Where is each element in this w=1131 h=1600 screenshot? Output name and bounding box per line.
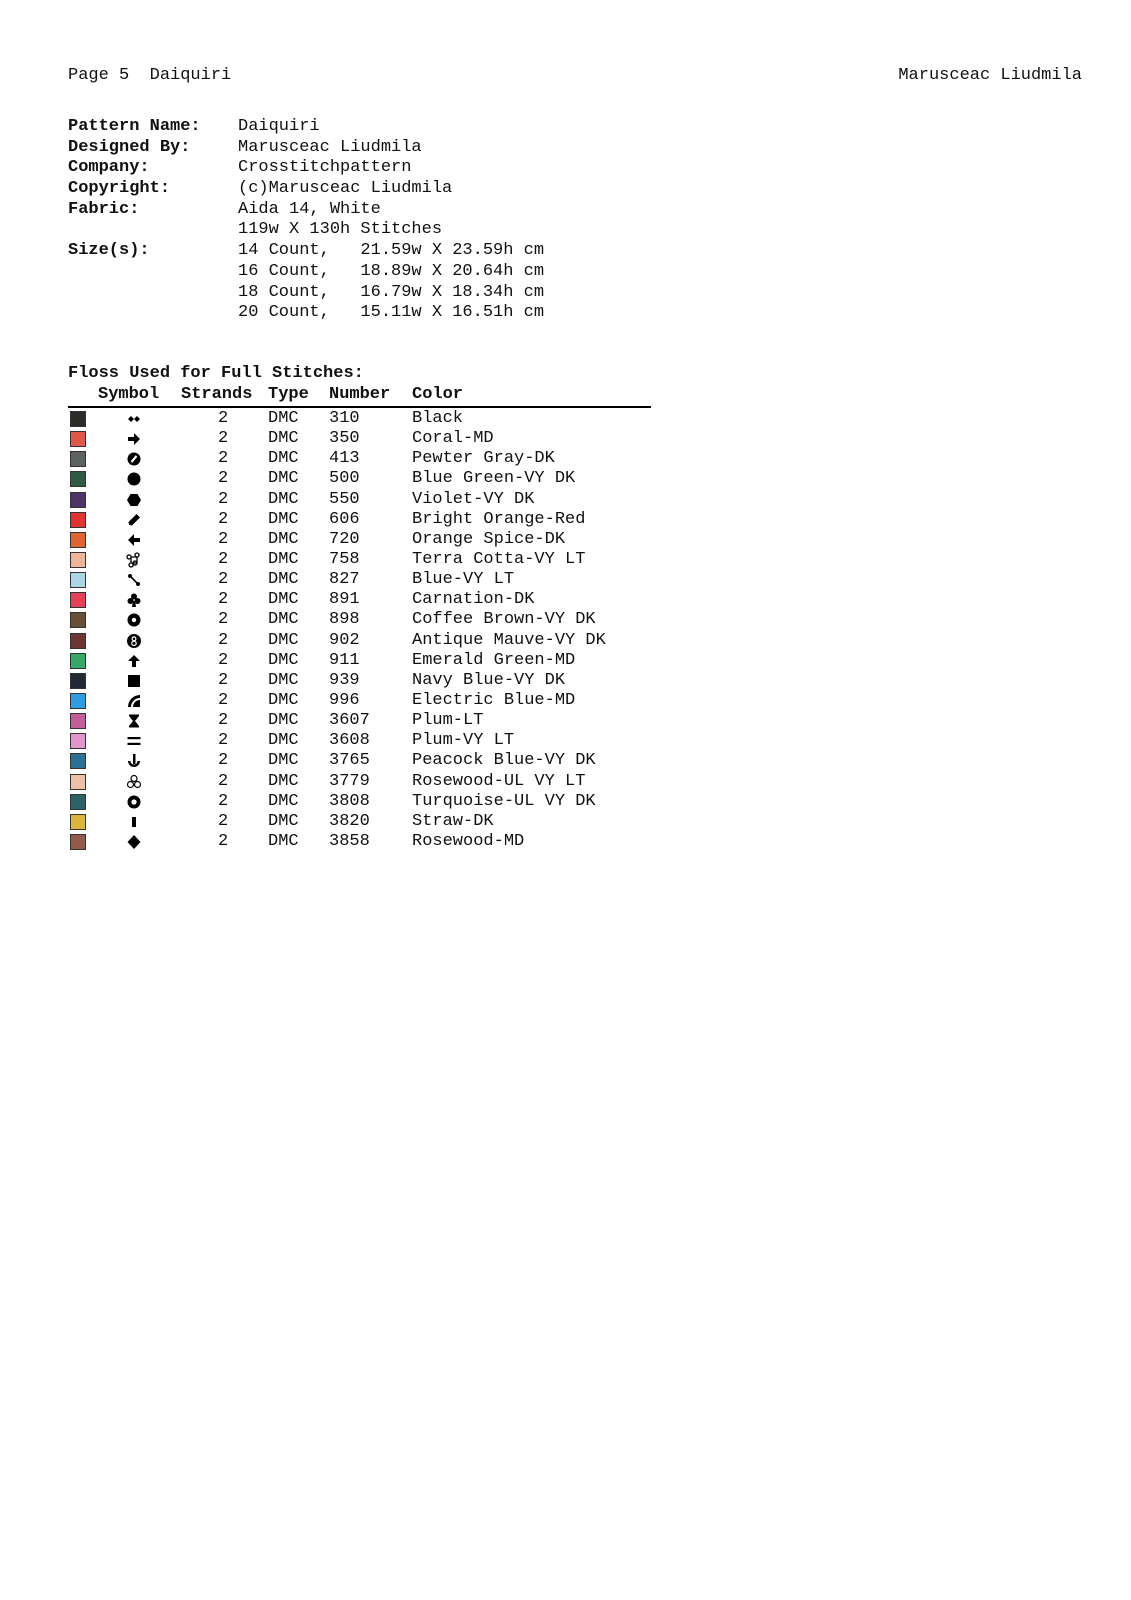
color-swatch bbox=[70, 572, 86, 588]
equals-icon bbox=[122, 731, 146, 751]
trefoil-icon bbox=[122, 772, 146, 792]
info-value: Crosstitchpattern bbox=[238, 158, 412, 178]
color-swatch bbox=[70, 451, 86, 467]
floss-color: Violet-VY DK bbox=[412, 489, 535, 509]
floss-row bbox=[68, 731, 651, 751]
info-row bbox=[68, 241, 544, 262]
filled-circle-icon bbox=[122, 469, 146, 489]
floss-type: DMC bbox=[268, 429, 299, 449]
info-value: Marusceac Liudmila bbox=[238, 137, 422, 157]
small-bar-icon bbox=[122, 812, 146, 832]
club-icon bbox=[122, 590, 146, 610]
color-swatch bbox=[70, 532, 86, 548]
filled-square-icon bbox=[122, 671, 146, 691]
floss-strands: 2 bbox=[218, 670, 229, 690]
floss-type: DMC bbox=[268, 711, 299, 731]
floss-strands: 2 bbox=[218, 650, 229, 670]
floss-row bbox=[68, 490, 651, 510]
info-row bbox=[68, 220, 544, 241]
info-label bbox=[68, 262, 238, 283]
info-row bbox=[68, 262, 544, 283]
floss-row bbox=[68, 550, 651, 570]
info-value: 119w X 130h Stitches bbox=[238, 220, 443, 240]
eight-ball-icon bbox=[122, 631, 146, 651]
info-value: 20 Count, 15.11w X 16.51h cm bbox=[238, 303, 545, 323]
floss-type: DMC bbox=[268, 570, 299, 590]
floss-color: Rosewood-UL VY LT bbox=[412, 771, 586, 791]
floss-color: Terra Cotta-VY LT bbox=[412, 549, 586, 569]
pattern-info bbox=[68, 117, 544, 324]
arrow-left-icon bbox=[122, 530, 146, 550]
floss-type: DMC bbox=[268, 409, 299, 428]
info-row bbox=[68, 200, 544, 221]
floss-table-body bbox=[68, 409, 651, 852]
floss-number: 500 bbox=[329, 469, 360, 489]
floss-row bbox=[68, 590, 651, 610]
color-swatch bbox=[70, 814, 86, 830]
color-swatch bbox=[70, 733, 86, 749]
floss-row bbox=[68, 570, 651, 590]
floss-strands: 2 bbox=[218, 610, 229, 630]
col-symbol: Symbol bbox=[98, 385, 160, 404]
page-header-left: Page 5 Daiquiri bbox=[68, 66, 232, 85]
floss-row bbox=[68, 792, 651, 812]
arrow-right-icon bbox=[122, 429, 146, 449]
color-swatch bbox=[70, 834, 86, 850]
floss-row bbox=[68, 449, 651, 469]
floss-color: Turquoise-UL VY DK bbox=[412, 791, 596, 811]
info-value: Daiquiri bbox=[238, 117, 320, 136]
floss-type: DMC bbox=[268, 751, 299, 771]
color-swatch bbox=[70, 512, 86, 528]
color-swatch bbox=[70, 411, 86, 427]
floss-number: 891 bbox=[329, 590, 360, 610]
floss-type: DMC bbox=[268, 449, 299, 469]
floss-row bbox=[68, 530, 651, 550]
floss-number: 3858 bbox=[329, 831, 370, 851]
floss-color: Black bbox=[412, 409, 464, 428]
info-row bbox=[68, 283, 544, 304]
floss-row bbox=[68, 469, 651, 489]
floss-row bbox=[68, 691, 651, 711]
floss-row bbox=[68, 751, 651, 771]
floss-row bbox=[68, 812, 651, 832]
floss-number: 827 bbox=[329, 570, 360, 590]
floss-number: 3820 bbox=[329, 811, 370, 831]
floss-strands: 2 bbox=[218, 791, 229, 811]
command-icon bbox=[122, 550, 146, 570]
floss-color: Orange Spice-DK bbox=[412, 529, 566, 549]
info-label: Company: bbox=[68, 158, 150, 178]
floss-type: DMC bbox=[268, 489, 299, 509]
floss-title: Floss Used for Full Stitches: bbox=[68, 364, 364, 383]
floss-row bbox=[68, 651, 651, 671]
floss-strands: 2 bbox=[218, 509, 229, 529]
floss-color: Blue-VY LT bbox=[412, 570, 515, 590]
floss-color: Carnation-DK bbox=[412, 590, 535, 610]
floss-number: 3607 bbox=[329, 711, 370, 731]
arrow-up-icon bbox=[122, 651, 146, 671]
floss-type: DMC bbox=[268, 469, 299, 489]
info-row bbox=[68, 158, 544, 179]
floss-color: Peacock Blue-VY DK bbox=[412, 751, 596, 771]
floss-number: 550 bbox=[329, 489, 360, 509]
floss-number: 350 bbox=[329, 429, 360, 449]
floss-row bbox=[68, 711, 651, 731]
floss-type: DMC bbox=[268, 690, 299, 710]
floss-number: 911 bbox=[329, 650, 360, 670]
col-type: Type bbox=[268, 385, 309, 404]
slashed-circle-icon bbox=[122, 449, 146, 469]
col-number: Number bbox=[329, 385, 391, 404]
floss-color: Coffee Brown-VY DK bbox=[412, 610, 596, 630]
floss-row bbox=[68, 772, 651, 792]
floss-color: Coral-MD bbox=[412, 429, 494, 449]
floss-type: DMC bbox=[268, 549, 299, 569]
floss-row bbox=[68, 409, 651, 429]
color-swatch bbox=[70, 431, 86, 447]
info-label: Designed By: bbox=[68, 137, 191, 157]
floss-type: DMC bbox=[268, 650, 299, 670]
floss-color: Blue Green-VY DK bbox=[412, 469, 576, 489]
floss-strands: 2 bbox=[218, 690, 229, 710]
color-swatch bbox=[70, 471, 86, 487]
floss-number: 606 bbox=[329, 509, 360, 529]
floss-strands: 2 bbox=[218, 429, 229, 449]
info-value: 16 Count, 18.89w X 20.64h cm bbox=[238, 261, 545, 281]
info-label: Pattern Name: bbox=[68, 117, 201, 136]
floss-row bbox=[68, 610, 651, 630]
floss-color: Bright Orange-Red bbox=[412, 509, 586, 529]
color-swatch bbox=[70, 552, 86, 568]
dots-icon bbox=[122, 409, 146, 429]
color-swatch bbox=[70, 592, 86, 608]
page-header-right: Marusceac Liudmila bbox=[898, 66, 1082, 85]
floss-strands: 2 bbox=[218, 409, 229, 428]
floss-type: DMC bbox=[268, 610, 299, 630]
floss-strands: 2 bbox=[218, 469, 229, 489]
info-value: Aida 14, White bbox=[238, 199, 381, 219]
floss-row bbox=[68, 671, 651, 691]
floss-color: Electric Blue-MD bbox=[412, 690, 576, 710]
quarter-arc-icon bbox=[122, 691, 146, 711]
floss-strands: 2 bbox=[218, 731, 229, 751]
floss-type: DMC bbox=[268, 509, 299, 529]
floss-type: DMC bbox=[268, 831, 299, 851]
floss-strands: 2 bbox=[218, 831, 229, 851]
floss-row bbox=[68, 429, 651, 449]
color-swatch bbox=[70, 612, 86, 628]
floss-row bbox=[68, 510, 651, 530]
diagonal-link-icon bbox=[122, 570, 146, 590]
floss-type: DMC bbox=[268, 771, 299, 791]
diamond-icon bbox=[122, 832, 146, 852]
info-label bbox=[68, 303, 238, 324]
floss-color: Navy Blue-VY DK bbox=[412, 670, 566, 690]
floss-color: Antique Mauve-VY DK bbox=[412, 630, 606, 650]
pencil-icon bbox=[122, 510, 146, 530]
info-row bbox=[68, 117, 544, 138]
floss-color: Straw-DK bbox=[412, 811, 494, 831]
floss-type: DMC bbox=[268, 811, 299, 831]
info-value: (c)Marusceac Liudmila bbox=[238, 179, 453, 199]
floss-row bbox=[68, 631, 651, 651]
floss-type: DMC bbox=[268, 791, 299, 811]
info-label: Size(s): bbox=[68, 241, 150, 261]
info-row bbox=[68, 138, 544, 159]
floss-number: 758 bbox=[329, 549, 360, 569]
floss-strands: 2 bbox=[218, 529, 229, 549]
floss-strands: 2 bbox=[218, 449, 229, 469]
floss-strands: 2 bbox=[218, 711, 229, 731]
color-swatch bbox=[70, 713, 86, 729]
flower-icon bbox=[122, 610, 146, 630]
floss-number: 3765 bbox=[329, 751, 370, 771]
col-strands: Strands bbox=[181, 385, 253, 404]
floss-strands: 2 bbox=[218, 811, 229, 831]
info-label bbox=[68, 283, 238, 304]
floss-strands: 2 bbox=[218, 771, 229, 791]
floss-color: Plum-LT bbox=[412, 711, 484, 731]
color-swatch bbox=[70, 673, 86, 689]
floss-number: 3608 bbox=[329, 731, 370, 751]
info-label bbox=[68, 220, 238, 241]
color-swatch bbox=[70, 774, 86, 790]
floss-color: Rosewood-MD bbox=[412, 831, 525, 851]
floss-type: DMC bbox=[268, 590, 299, 610]
ring-icon bbox=[122, 792, 146, 812]
floss-strands: 2 bbox=[218, 751, 229, 771]
floss-number: 3779 bbox=[329, 771, 370, 791]
floss-strands: 2 bbox=[218, 630, 229, 650]
floss-type: DMC bbox=[268, 630, 299, 650]
floss-number: 720 bbox=[329, 529, 360, 549]
floss-number: 939 bbox=[329, 670, 360, 690]
info-value: 18 Count, 16.79w X 18.34h cm bbox=[238, 282, 545, 302]
floss-strands: 2 bbox=[218, 570, 229, 590]
color-swatch bbox=[70, 653, 86, 669]
anchor-icon bbox=[122, 751, 146, 771]
color-swatch bbox=[70, 693, 86, 709]
color-swatch bbox=[70, 492, 86, 508]
floss-strands: 2 bbox=[218, 549, 229, 569]
floss-number: 898 bbox=[329, 610, 360, 630]
color-swatch bbox=[70, 633, 86, 649]
col-color: Color bbox=[412, 385, 464, 404]
color-swatch bbox=[70, 794, 86, 810]
info-row bbox=[68, 303, 544, 324]
floss-color: Emerald Green-MD bbox=[412, 650, 576, 670]
color-swatch bbox=[70, 753, 86, 769]
floss-table-header bbox=[68, 384, 651, 408]
floss-number: 3808 bbox=[329, 791, 370, 811]
floss-number: 310 bbox=[329, 409, 360, 428]
hourglass-icon bbox=[122, 711, 146, 731]
info-row bbox=[68, 179, 544, 200]
floss-type: DMC bbox=[268, 731, 299, 751]
info-value: 14 Count, 21.59w X 23.59h cm bbox=[238, 241, 545, 261]
floss-strands: 2 bbox=[218, 489, 229, 509]
floss-number: 996 bbox=[329, 690, 360, 710]
floss-type: DMC bbox=[268, 529, 299, 549]
floss-color: Pewter Gray-DK bbox=[412, 449, 555, 469]
floss-row bbox=[68, 832, 651, 852]
info-label: Fabric: bbox=[68, 199, 140, 219]
floss-strands: 2 bbox=[218, 590, 229, 610]
floss-type: DMC bbox=[268, 670, 299, 690]
hexagon-icon bbox=[122, 490, 146, 510]
floss-number: 902 bbox=[329, 630, 360, 650]
floss-number: 413 bbox=[329, 449, 360, 469]
floss-color: Plum-VY LT bbox=[412, 731, 515, 751]
info-label: Copyright: bbox=[68, 179, 171, 199]
